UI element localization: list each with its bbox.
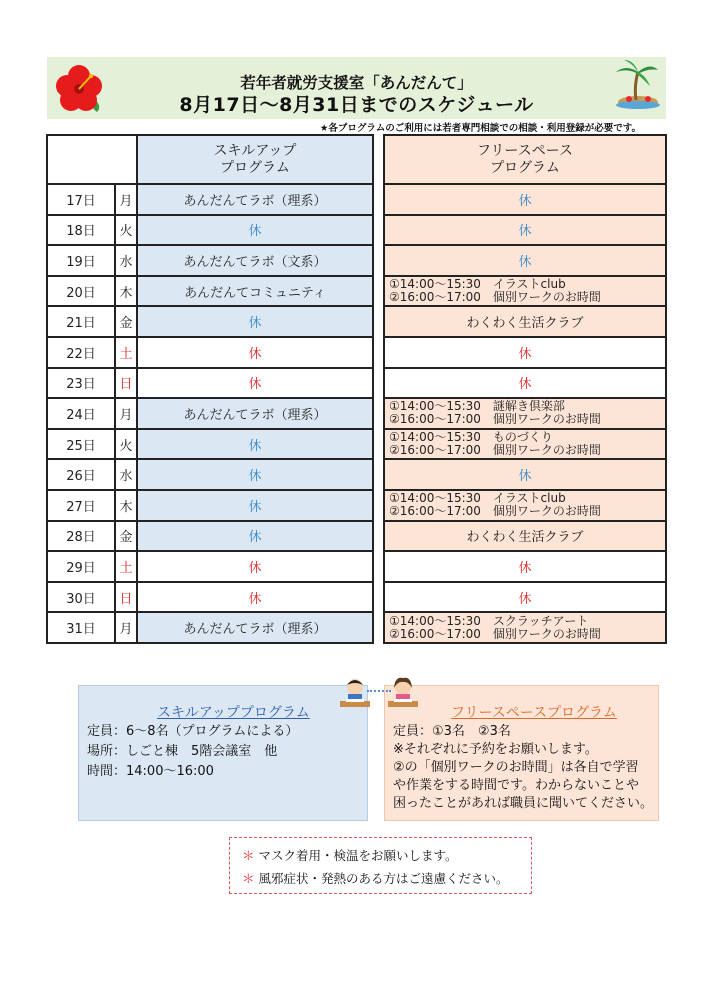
asterisk-icon: ＊ [242,848,255,863]
weekday-cell: 木 [115,276,137,307]
note-fever: ＊ 風邪症状・発熱のある方はご遠慮ください。 [242,871,509,886]
table-row [47,276,373,307]
table-row [384,398,666,429]
weekday-cell: 水 [115,245,137,276]
freespace-session-1: ①14:00～15:30 イラストclub [389,277,566,292]
freespace-session-1: ①14:00～15:30 謎解き倶楽部 [389,399,565,414]
skillup-info-box [78,685,368,821]
freespace-session-1: ①14:00～15:30 イラストclub [389,491,566,506]
table-row [384,368,666,399]
table-row [47,551,373,582]
table-row [47,306,373,337]
weekday-cell: 月 [115,184,137,215]
date-cell: 23日 [47,368,115,399]
table-row [47,215,373,246]
weekday-cell: 土 [115,551,137,582]
table-row [384,490,666,521]
date-cell: 25日 [47,429,115,460]
table-header-row [47,135,373,184]
weekday-cell: 木 [115,490,137,521]
freespace-session-1: ①14:00～15:30 ものづくり [389,430,553,445]
table-row [47,459,373,490]
freespace-info-title: フリースペースプログラム [451,705,617,721]
skillup-cell: 休 [137,521,373,552]
freespace-cell: わくわく生活クラブ [384,306,666,337]
date-cell: 27日 [47,490,115,521]
skillup-cell: あんだんてラボ（理系） [137,184,373,215]
freespace-info-box [384,685,659,821]
weekday-cell: 水 [115,459,137,490]
date-cell: 30日 [47,582,115,613]
date-cell: 24日 [47,398,115,429]
weekday-cell: 月 [115,398,137,429]
table-row [47,490,373,521]
table-row [47,398,373,429]
date-header-cell [47,135,137,184]
skillup-cell: 休 [137,459,373,490]
freespace-cell: 休 [384,337,666,368]
table-row [384,459,666,490]
health-notice-box [229,837,532,894]
freespace-cell [384,398,666,429]
table-row [47,337,373,368]
hibiscus-icon [53,62,105,114]
skillup-time: 時間：14:00～16:00 [87,764,214,779]
date-cell: 20日 [47,276,115,307]
table-row [384,429,666,460]
freespace-cell: 休 [384,368,666,399]
freespace-session-1: ①14:00～15:30 スクラッチアート [389,613,589,628]
freespace-description-line: や作業をする時間です。わからないことや [393,778,639,793]
table-row [384,245,666,276]
skillup-cell: あんだんてコミュニティ [137,276,373,307]
skillup-capacity: 定員：6～8名（プログラムによる） [87,724,299,739]
studying-child-icon [386,675,420,709]
freespace-header: フリースペース プログラム [384,135,666,184]
date-cell: 28日 [47,521,115,552]
studying-child-icon [338,675,372,709]
freespace-cell [384,276,666,307]
freespace-capacity: 定員：①3名 ②3名 [393,724,511,739]
freespace-cell: 休 [384,459,666,490]
skillup-cell: 休 [137,551,373,582]
page-subtitle: 8月17日～8月31日までのスケジュール [179,94,534,116]
skillup-cell: 休 [137,368,373,399]
freespace-session-2: ②16:00～17:00 個別ワークのお時間 [389,290,601,305]
date-cell: 18日 [47,215,115,246]
freespace-cell [384,490,666,521]
note-mask: ＊ マスク着用・検温をお願いします。 [242,848,458,863]
registration-notice: ★各プログラムのご利用には若者専門相談での相談・利用登録が必要です。 [319,123,641,134]
skillup-cell: あんだんてラボ（文系） [137,245,373,276]
table-row [47,429,373,460]
table-row [384,521,666,552]
table-row [384,306,666,337]
table-row [384,215,666,246]
weekday-cell: 金 [115,521,137,552]
freespace-description-line: 困ったことがあれば職員に聞いてください。 [393,796,654,811]
freespace-cell: 休 [384,184,666,215]
date-cell: 31日 [47,612,115,643]
weekday-cell: 火 [115,215,137,246]
skillup-cell: 休 [137,490,373,521]
weekday-cell: 金 [115,306,137,337]
table-row [384,582,666,613]
asterisk-icon: ＊ [242,871,255,886]
freespace-session-2: ②16:00～17:00 個別ワークのお時間 [389,412,601,427]
date-cell: 26日 [47,459,115,490]
skillup-cell: 休 [137,337,373,368]
freespace-session-2: ②16:00～17:00 個別ワークのお時間 [389,626,601,641]
table-row [384,612,666,643]
freespace-cell: わくわく生活クラブ [384,521,666,552]
date-cell: 19日 [47,245,115,276]
freespace-cell: 休 [384,215,666,246]
freespace-cell [384,429,666,460]
header-banner [47,57,666,119]
table-header-row [384,135,666,184]
date-cell: 29日 [47,551,115,582]
weekday-cell: 火 [115,429,137,460]
freespace-reservation-note: ※それぞれに予約をお願いします。 [393,742,598,757]
table-row [47,184,373,215]
table-row [384,184,666,215]
date-cell: 17日 [47,184,115,215]
skillup-info-title: スキルアッププログラム [157,705,310,721]
freespace-cell: 休 [384,245,666,276]
skillup-cell: 休 [137,306,373,337]
freespace-cell [384,612,666,643]
freespace-description-line: ②の「個別ワークのお時間」は各自で学習 [393,760,639,775]
table-row [384,551,666,582]
freespace-cell: 休 [384,582,666,613]
skillup-cell: 休 [137,215,373,246]
weekday-cell: 日 [115,582,137,613]
freespace-schedule-table [383,134,667,644]
date-cell: 22日 [47,337,115,368]
skillup-place: 場所：しごと棟 5階会議室 他 [87,744,278,759]
skillup-cell: 休 [137,582,373,613]
skillup-cell: 休 [137,429,373,460]
table-row [47,368,373,399]
table-row [47,245,373,276]
table-row [384,337,666,368]
freespace-session-2: ②16:00～17:00 個別ワークのお時間 [389,504,601,519]
page-title: 若年者就労支援室「あんだんて」 [240,74,473,92]
freespace-cell: 休 [384,551,666,582]
date-cell: 21日 [47,306,115,337]
skillup-cell: あんだんてラボ（理系） [137,398,373,429]
freespace-session-2: ②16:00～17:00 個別ワークのお時間 [389,443,601,458]
weekday-cell: 土 [115,337,137,368]
table-row [47,521,373,552]
palm-island-icon [612,58,660,110]
table-row [47,582,373,613]
skillup-schedule-table [46,134,374,644]
table-row [384,276,666,307]
weekday-cell: 日 [115,368,137,399]
skillup-cell: あんだんてラボ（理系） [137,612,373,643]
weekday-cell: 月 [115,612,137,643]
table-row [47,612,373,643]
skillup-header: スキルアップ プログラム [137,135,373,184]
